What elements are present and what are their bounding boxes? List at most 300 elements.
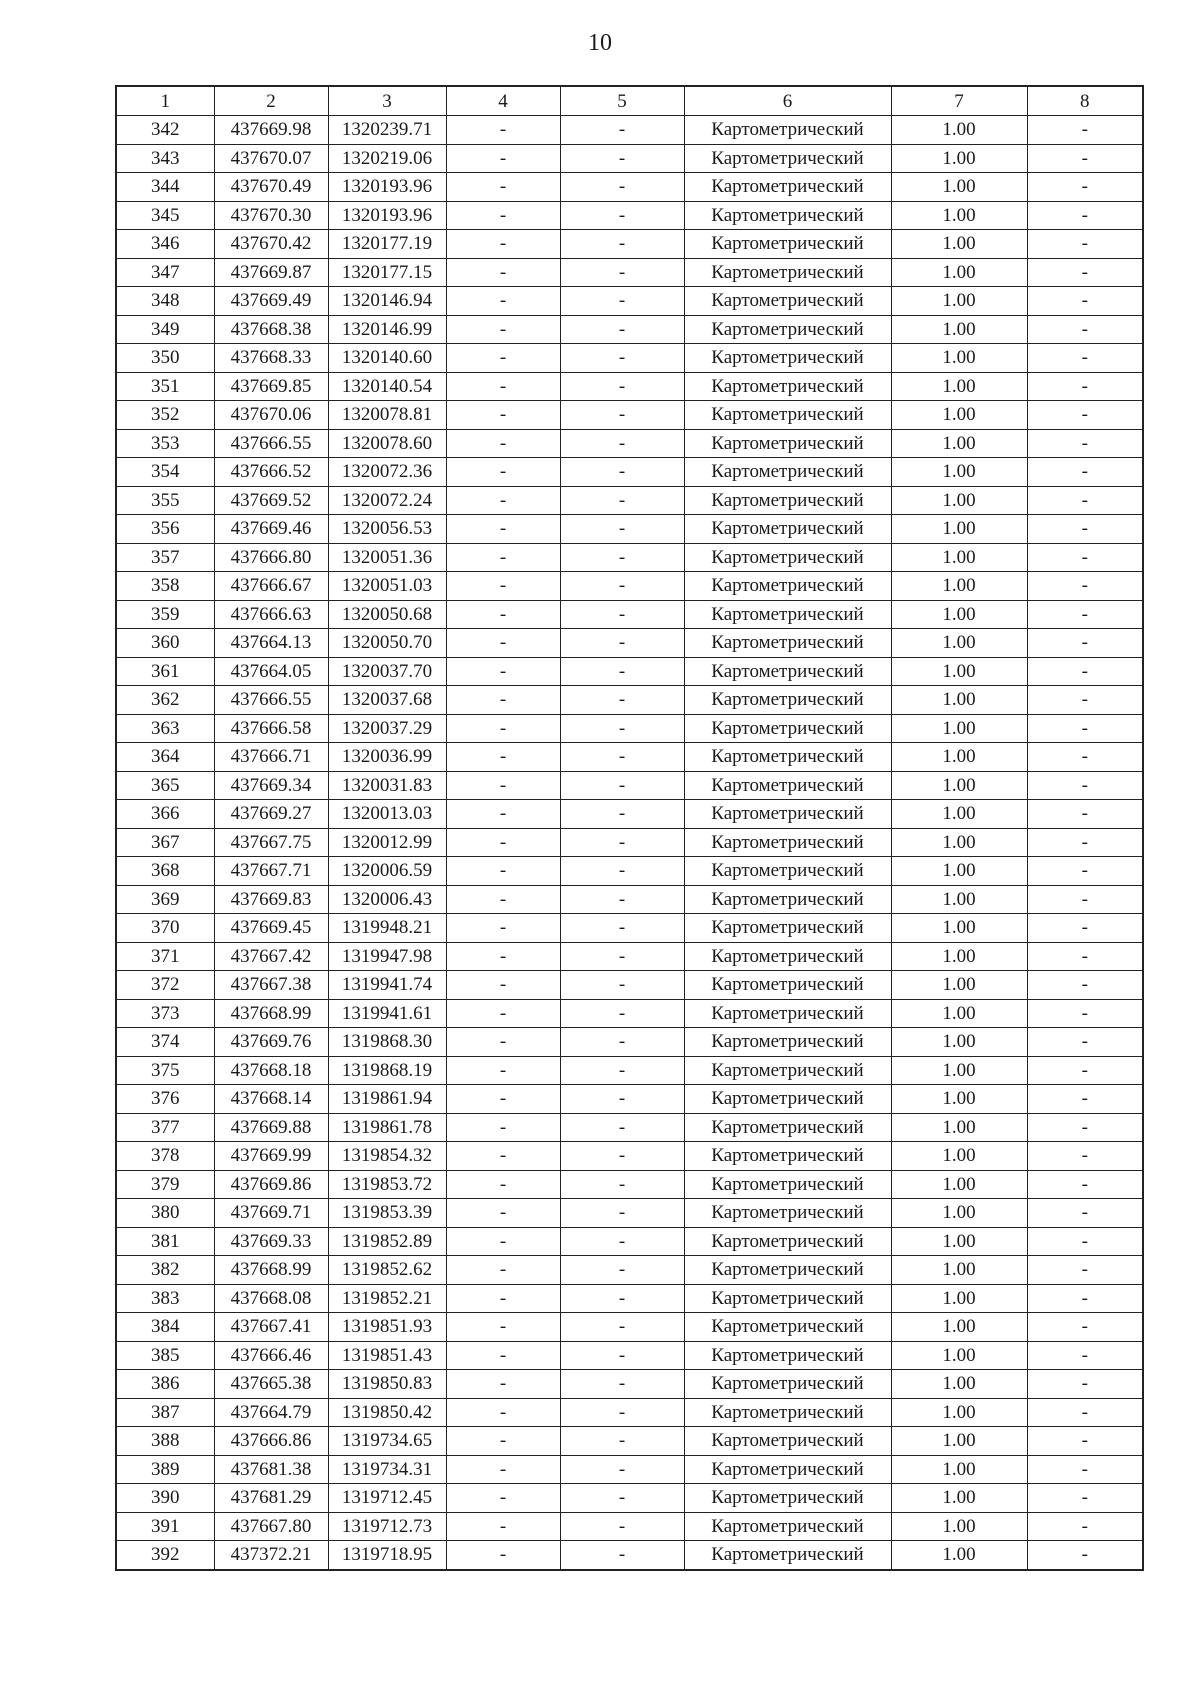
table-cell: 437667.38 [214, 971, 328, 1000]
table-cell: 364 [116, 743, 214, 772]
column-header: 4 [446, 86, 560, 116]
column-header: 3 [328, 86, 446, 116]
table-cell: - [446, 1227, 560, 1256]
table-row [116, 287, 1143, 316]
table-cell: - [446, 1142, 560, 1171]
table-cell: Картометрический [684, 543, 891, 572]
table-cell: 1.00 [891, 1455, 1027, 1484]
table-cell: 1319861.94 [328, 1085, 446, 1114]
table-cell: 1.00 [891, 1512, 1027, 1541]
table-cell: 1319947.98 [328, 942, 446, 971]
table-row [116, 657, 1143, 686]
table-cell: 362 [116, 686, 214, 715]
table-cell: - [1027, 372, 1143, 401]
table-cell: 1.00 [891, 1256, 1027, 1285]
table-cell: - [560, 657, 684, 686]
table-row [116, 743, 1143, 772]
table-row [116, 771, 1143, 800]
table-cell: 343 [116, 144, 214, 173]
table-row [116, 258, 1143, 287]
table-cell: - [1027, 771, 1143, 800]
table-cell: 1.00 [891, 201, 1027, 230]
table-cell: 437668.14 [214, 1085, 328, 1114]
table-cell: 1.00 [891, 1398, 1027, 1427]
table-cell: Картометрический [684, 372, 891, 401]
table-cell: Картометрический [684, 771, 891, 800]
table-cell: - [446, 1170, 560, 1199]
table-cell: - [446, 1427, 560, 1456]
table-cell: - [446, 828, 560, 857]
table-cell: Картометрический [684, 714, 891, 743]
table-cell: 1319941.61 [328, 999, 446, 1028]
table-cell: - [560, 1484, 684, 1513]
table-cell: 437664.79 [214, 1398, 328, 1427]
table-cell: 1.00 [891, 515, 1027, 544]
table-cell: - [560, 372, 684, 401]
table-cell: 437666.63 [214, 600, 328, 629]
table-cell: - [1027, 600, 1143, 629]
table-cell: - [446, 1370, 560, 1399]
table-cell: 1320072.24 [328, 486, 446, 515]
table-cell: - [1027, 144, 1143, 173]
table-cell: 437670.42 [214, 230, 328, 259]
table-cell: 384 [116, 1313, 214, 1342]
table-cell: 437667.42 [214, 942, 328, 971]
table-cell: 351 [116, 372, 214, 401]
table-cell: - [560, 971, 684, 1000]
table-cell: Картометрический [684, 914, 891, 943]
table-cell: - [446, 258, 560, 287]
table-cell: Картометрический [684, 572, 891, 601]
table-cell: - [1027, 800, 1143, 829]
table-cell: - [560, 173, 684, 202]
table-cell: Картометрический [684, 999, 891, 1028]
table-cell: 363 [116, 714, 214, 743]
table-cell: 352 [116, 401, 214, 430]
table-cell: 345 [116, 201, 214, 230]
table-cell: - [560, 771, 684, 800]
table-cell: - [446, 372, 560, 401]
table-cell: 437664.05 [214, 657, 328, 686]
table-cell: 370 [116, 914, 214, 943]
table-cell: Картометрический [684, 1227, 891, 1256]
table-row [116, 600, 1143, 629]
table-cell: - [560, 1427, 684, 1456]
table-cell: Картометрический [684, 230, 891, 259]
table-cell: 378 [116, 1142, 214, 1171]
table-cell: 437666.71 [214, 743, 328, 772]
table-cell: Картометрический [684, 1085, 891, 1114]
table-cell: - [1027, 1512, 1143, 1541]
table-cell: 437666.46 [214, 1341, 328, 1370]
table-cell: Картометрический [684, 1398, 891, 1427]
table-cell: 437669.76 [214, 1028, 328, 1057]
table-cell: - [1027, 230, 1143, 259]
table-row [116, 1113, 1143, 1142]
table-cell: 347 [116, 258, 214, 287]
table-cell: 437666.52 [214, 458, 328, 487]
table-cell: 437667.75 [214, 828, 328, 857]
table-cell: 1.00 [891, 116, 1027, 145]
table-cell: 1.00 [891, 1541, 1027, 1570]
table-row [116, 572, 1143, 601]
table-cell: Картометрический [684, 1512, 891, 1541]
table-cell: 437666.86 [214, 1427, 328, 1456]
table-cell: - [446, 1313, 560, 1342]
table-cell: 1319854.32 [328, 1142, 446, 1171]
table-cell: - [1027, 1455, 1143, 1484]
table-cell: 1.00 [891, 771, 1027, 800]
table-cell: 437669.86 [214, 1170, 328, 1199]
table-cell: - [560, 714, 684, 743]
table-cell: 1320140.54 [328, 372, 446, 401]
table-row [116, 885, 1143, 914]
table-cell: - [560, 1455, 684, 1484]
table-row [116, 1028, 1143, 1057]
table-cell: 1.00 [891, 971, 1027, 1000]
table-cell: 1319850.42 [328, 1398, 446, 1427]
table-cell: 1319853.39 [328, 1199, 446, 1228]
table-cell: 437669.88 [214, 1113, 328, 1142]
table-cell: 1319868.19 [328, 1056, 446, 1085]
table-cell: - [1027, 1056, 1143, 1085]
table-cell: Картометрический [684, 857, 891, 886]
table-cell: 437669.34 [214, 771, 328, 800]
table-cell: 354 [116, 458, 214, 487]
table-cell: 1320051.03 [328, 572, 446, 601]
table-cell: 357 [116, 543, 214, 572]
table-cell: 1.00 [891, 686, 1027, 715]
table-cell: 437667.80 [214, 1512, 328, 1541]
table-cell: - [446, 1256, 560, 1285]
table-cell: - [560, 429, 684, 458]
table-cell: 1.00 [891, 287, 1027, 316]
table-row [116, 1284, 1143, 1313]
column-header: 8 [1027, 86, 1143, 116]
table-cell: - [1027, 1256, 1143, 1285]
table-body [116, 116, 1143, 1570]
table-cell: 348 [116, 287, 214, 316]
table-cell: 437669.99 [214, 1142, 328, 1171]
table-cell: Картометрический [684, 1199, 891, 1228]
table-cell: Картометрический [684, 258, 891, 287]
table-cell: - [560, 1085, 684, 1114]
table-row [116, 401, 1143, 430]
table-cell: 1320037.68 [328, 686, 446, 715]
table-cell: - [446, 1284, 560, 1313]
table-cell: 1.00 [891, 1313, 1027, 1342]
table-cell: 1319861.78 [328, 1113, 446, 1142]
table-cell: - [446, 657, 560, 686]
table-row [116, 857, 1143, 886]
column-header: 5 [560, 86, 684, 116]
table-cell: 1319852.89 [328, 1227, 446, 1256]
table-cell: 390 [116, 1484, 214, 1513]
table-cell: Картометрический [684, 515, 891, 544]
table-cell: Картометрический [684, 1170, 891, 1199]
table-cell: - [560, 1284, 684, 1313]
table-cell: 437681.29 [214, 1484, 328, 1513]
table-row [116, 1512, 1143, 1541]
table-cell: 359 [116, 600, 214, 629]
table-cell: 389 [116, 1455, 214, 1484]
table-cell: - [560, 1398, 684, 1427]
table-cell: 1.00 [891, 600, 1027, 629]
table-cell: 437372.21 [214, 1541, 328, 1570]
table-cell: - [446, 230, 560, 259]
table-cell: - [560, 230, 684, 259]
table-row [116, 999, 1143, 1028]
table-cell: 1.00 [891, 743, 1027, 772]
page-number: 10 [588, 30, 612, 56]
table-cell: Картометрический [684, 458, 891, 487]
table-row [116, 1085, 1143, 1114]
table-cell: - [1027, 1227, 1143, 1256]
table-cell: 1.00 [891, 401, 1027, 430]
table-cell: Картометрический [684, 1484, 891, 1513]
table-cell: - [560, 401, 684, 430]
table-cell: - [446, 1484, 560, 1513]
table-cell: 437669.98 [214, 116, 328, 145]
table-cell: - [560, 857, 684, 886]
table-cell: 1320036.99 [328, 743, 446, 772]
table-cell: - [446, 999, 560, 1028]
table-cell: - [1027, 116, 1143, 145]
table-cell: - [446, 1085, 560, 1114]
table-cell: - [1027, 942, 1143, 971]
table-cell: - [446, 1028, 560, 1057]
column-header: 6 [684, 86, 891, 116]
table-cell: 1.00 [891, 144, 1027, 173]
header-row [116, 86, 1143, 116]
table-cell: - [1027, 1142, 1143, 1171]
table-cell: - [446, 543, 560, 572]
table-cell: - [560, 999, 684, 1028]
table-cell: - [1027, 1484, 1143, 1513]
table-cell: - [1027, 572, 1143, 601]
table-cell: 1.00 [891, 344, 1027, 373]
table-cell: 1.00 [891, 429, 1027, 458]
table-cell: 1319852.21 [328, 1284, 446, 1313]
table-cell: 437666.67 [214, 572, 328, 601]
table-cell: 437670.49 [214, 173, 328, 202]
table-cell: - [446, 344, 560, 373]
table-cell: 1320177.15 [328, 258, 446, 287]
table-cell: 1.00 [891, 1199, 1027, 1228]
table-cell: - [560, 543, 684, 572]
table-cell: - [446, 287, 560, 316]
table-cell: 356 [116, 515, 214, 544]
table-cell: Картометрический [684, 971, 891, 1000]
table-cell: - [560, 1056, 684, 1085]
table-cell: - [1027, 714, 1143, 743]
table-cell: - [560, 942, 684, 971]
table-cell: 1319852.62 [328, 1256, 446, 1285]
table-cell: Картометрический [684, 344, 891, 373]
table-cell: - [560, 515, 684, 544]
table-cell: 1320006.43 [328, 885, 446, 914]
table-cell: Картометрический [684, 1370, 891, 1399]
table-cell: - [1027, 429, 1143, 458]
table-cell: - [446, 885, 560, 914]
table-cell: - [1027, 287, 1143, 316]
table-cell: 437668.38 [214, 315, 328, 344]
table-cell: - [1027, 1427, 1143, 1456]
table-cell: 1320050.70 [328, 629, 446, 658]
table-cell: 1.00 [891, 657, 1027, 686]
table-cell: Картометрический [684, 1313, 891, 1342]
table-cell: 1.00 [891, 572, 1027, 601]
table-row [116, 1484, 1143, 1513]
table-cell: 1320072.36 [328, 458, 446, 487]
table-cell: 383 [116, 1284, 214, 1313]
table-cell: - [446, 201, 560, 230]
table-cell: 360 [116, 629, 214, 658]
table-cell: - [446, 1341, 560, 1370]
table-cell: 1.00 [891, 173, 1027, 202]
table-cell: - [1027, 1170, 1143, 1199]
table-cell: - [446, 1199, 560, 1228]
table-cell: 386 [116, 1370, 214, 1399]
table-cell: Картометрический [684, 1427, 891, 1456]
table-cell: 1.00 [891, 1284, 1027, 1313]
table-cell: - [1027, 629, 1143, 658]
table-cell: 1.00 [891, 258, 1027, 287]
table-row [116, 828, 1143, 857]
table-cell: - [1027, 543, 1143, 572]
table-cell: - [1027, 686, 1143, 715]
table-cell: 437670.06 [214, 401, 328, 430]
table-cell: 1.00 [891, 230, 1027, 259]
table-cell: 1319941.74 [328, 971, 446, 1000]
table-cell: - [560, 201, 684, 230]
table-cell: 1319734.31 [328, 1455, 446, 1484]
table-cell: - [1027, 657, 1143, 686]
table-row [116, 1370, 1143, 1399]
table-cell: 437668.99 [214, 1256, 328, 1285]
table-row [116, 543, 1143, 572]
table-cell: - [446, 1541, 560, 1570]
table-cell: - [1027, 971, 1143, 1000]
table-cell: 1.00 [891, 714, 1027, 743]
table-cell: Картометрический [684, 600, 891, 629]
table-cell: 437667.41 [214, 1313, 328, 1342]
table-cell: 1.00 [891, 372, 1027, 401]
table-cell: - [560, 458, 684, 487]
table-cell: 385 [116, 1341, 214, 1370]
table-cell: 437668.08 [214, 1284, 328, 1313]
table-cell: 376 [116, 1085, 214, 1114]
table-cell: - [560, 743, 684, 772]
table-cell: 1.00 [891, 543, 1027, 572]
table-cell: 1320078.81 [328, 401, 446, 430]
table-cell: 369 [116, 885, 214, 914]
table-cell: Картометрический [684, 315, 891, 344]
table-cell: 373 [116, 999, 214, 1028]
table-cell: 1320013.03 [328, 800, 446, 829]
table-cell: 1320050.68 [328, 600, 446, 629]
table-cell: - [560, 1028, 684, 1057]
table-cell: 1.00 [891, 1170, 1027, 1199]
table-row [116, 372, 1143, 401]
table-row [116, 1227, 1143, 1256]
table-cell: - [1027, 1028, 1143, 1057]
table-cell: 353 [116, 429, 214, 458]
table-cell: - [1027, 857, 1143, 886]
table-cell: 388 [116, 1427, 214, 1456]
table-cell: Картометрический [684, 1284, 891, 1313]
table-cell: - [1027, 1113, 1143, 1142]
table-cell: - [560, 800, 684, 829]
table-cell: - [560, 116, 684, 145]
table-cell: Картометрический [684, 743, 891, 772]
table-cell: - [560, 486, 684, 515]
table-cell: 391 [116, 1512, 214, 1541]
table-cell: Картометрический [684, 144, 891, 173]
table-cell: - [1027, 1284, 1143, 1313]
table-header [116, 86, 1143, 116]
table-cell: - [446, 515, 560, 544]
table-cell: 1320140.60 [328, 344, 446, 373]
table-cell: - [1027, 458, 1143, 487]
table-cell: - [560, 287, 684, 316]
table-cell: Картометрический [684, 828, 891, 857]
table-cell: - [446, 173, 560, 202]
table-cell: 382 [116, 1256, 214, 1285]
table-cell: - [1027, 1199, 1143, 1228]
table-cell: - [560, 1170, 684, 1199]
table-cell: Картометрический [684, 885, 891, 914]
table-cell: - [560, 258, 684, 287]
table-cell: - [1027, 515, 1143, 544]
table-cell: - [1027, 173, 1143, 202]
table-cell: 437666.55 [214, 429, 328, 458]
table-cell: 1.00 [891, 885, 1027, 914]
table-cell: 1320056.53 [328, 515, 446, 544]
table-cell: - [446, 1512, 560, 1541]
coordinates-table [115, 85, 1144, 1571]
table-cell: 1319718.95 [328, 1541, 446, 1570]
table-cell: - [560, 600, 684, 629]
table-row [116, 686, 1143, 715]
table-cell: Картометрический [684, 1142, 891, 1171]
table-cell: 1.00 [891, 1341, 1027, 1370]
table-cell: Картометрический [684, 686, 891, 715]
table-row [116, 1056, 1143, 1085]
table-cell: - [1027, 258, 1143, 287]
table-cell: 371 [116, 942, 214, 971]
table-cell: 1319851.43 [328, 1341, 446, 1370]
table-cell: - [446, 686, 560, 715]
table-cell: - [446, 629, 560, 658]
table-cell: 1320146.94 [328, 287, 446, 316]
column-header: 7 [891, 86, 1027, 116]
table-cell: 437667.71 [214, 857, 328, 886]
table-cell: - [1027, 828, 1143, 857]
table-row [116, 173, 1143, 202]
table-cell: - [1027, 885, 1143, 914]
table-cell: 1320012.99 [328, 828, 446, 857]
table-cell: 437681.38 [214, 1455, 328, 1484]
table-cell: 1.00 [891, 800, 1027, 829]
table-cell: Картометрический [684, 287, 891, 316]
table-cell: - [446, 914, 560, 943]
table-cell: - [1027, 999, 1143, 1028]
table-cell: Картометрический [684, 201, 891, 230]
table-cell: 437664.13 [214, 629, 328, 658]
table-row [116, 230, 1143, 259]
table-cell: - [560, 1142, 684, 1171]
